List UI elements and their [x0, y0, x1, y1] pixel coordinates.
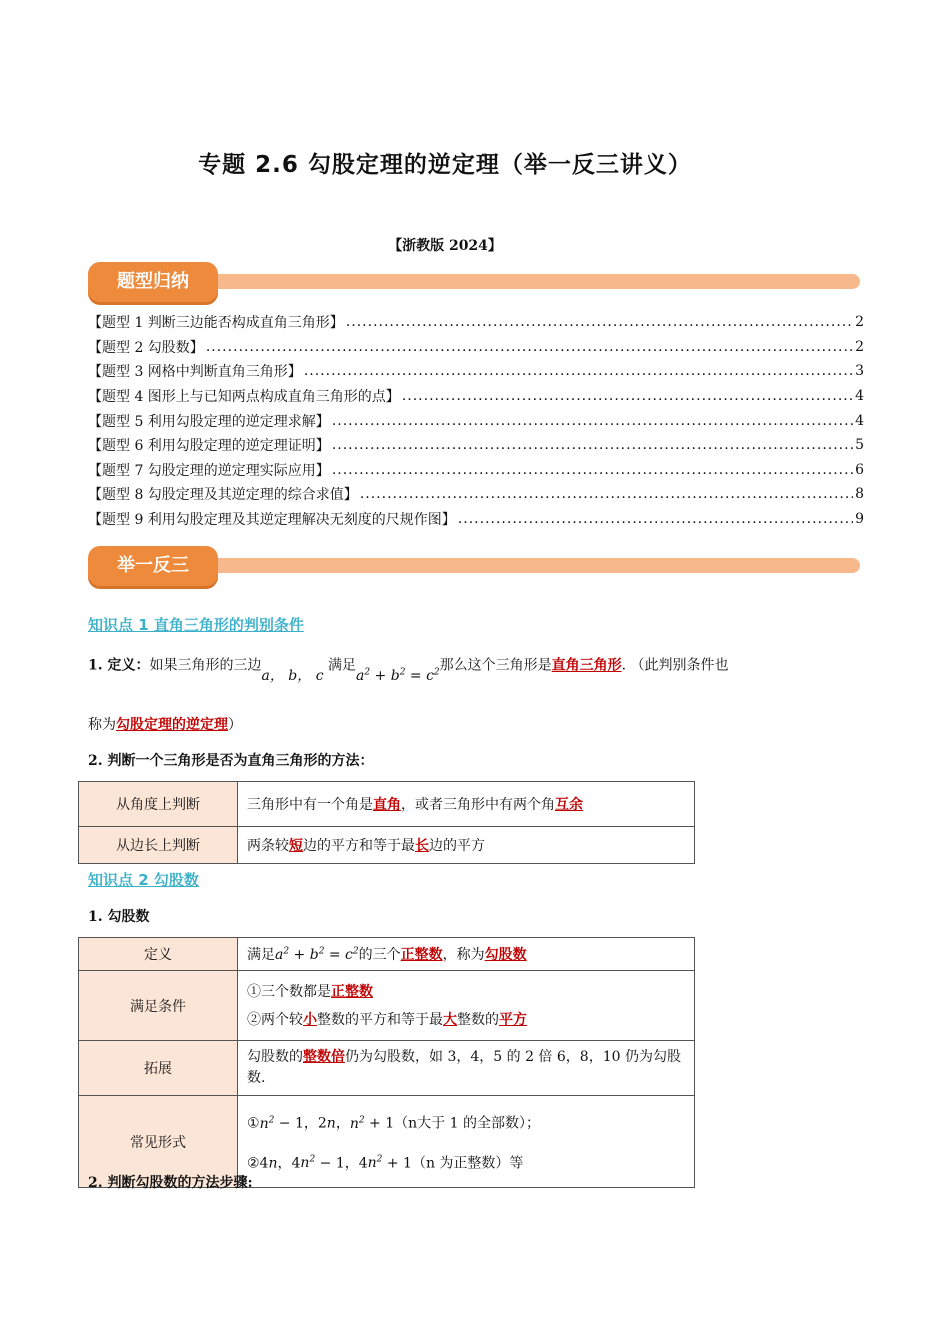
toc-item[interactable]: 【题型 1 判断三边能否构成直角三角形】 ..... 2 [88, 310, 864, 335]
table-row: 拓展 勾股数的整数倍仍为勾股数，如 3，4，5 的 2 倍 6，8，10 仍为勾股数. [79, 1041, 695, 1096]
toc-item[interactable]: 【题型 9 利用勾股定理及其逆定理解决无刻度的尺规作图】 ..... 9 [88, 507, 864, 532]
method-heading: 2. 判断一个三角形是否为直角三角形的方法： [88, 753, 374, 769]
toc-item[interactable]: 【题型 4 图形上与已知两点构成直角三角形的点】 ..... 4 [88, 384, 864, 409]
toc-item[interactable]: 【题型 2 勾股数】 ..... 2 [88, 335, 864, 360]
toc-item[interactable]: 【题型 6 利用勾股定理的逆定理证明】 ..... 5 [88, 433, 864, 458]
table-row: 满足条件 ①三个数都是正整数 ②两个较小整数的平方和等于最大整数的平方 [79, 971, 695, 1041]
knowledge-point-1-heading: 知识点 1 直角三角形的判别条件 [88, 616, 304, 634]
toc-item[interactable]: 【题型 7 勾股定理的逆定理实际应用】 ..... 6 [88, 458, 864, 483]
pythagorean-triple-table [78, 937, 695, 1188]
table-row: 常见形式 $①n^2 - 1$，2n，$n^2 + 1(n$大于 1 的全部数）； ②4n，$4n^2 - 1$，$4n^2 + 1(n$ 为正整数）等 [79, 1096, 695, 1188]
method-steps-heading: 2. 判断勾股数的方法步骤: [88, 1175, 253, 1191]
toc-item[interactable]: 【题型 8 勾股定理及其逆定理的综合求值】 ..... 8 [88, 482, 864, 507]
table-row: 从角度上判断 三角形中有一个角是直角，或者三角形中有两个角互余 [79, 782, 695, 827]
toc-item[interactable]: 【题型 3 网格中判断直角三角形】 ..... 3 [88, 359, 864, 384]
judgment-table [78, 781, 695, 864]
common-form-1: $①n^2 - 1$，2n，$n^2 + 1(n$大于 1 的全部数）； [247, 1115, 540, 1132]
pythagorean-formula: $a^2 + b^2 = c^2$ [356, 667, 440, 684]
definition-continuation: 称为勾股定理的逆定理） [88, 717, 242, 733]
knowledge-point-2-heading: 知识点 2 勾股数 [88, 871, 199, 889]
common-form-2: ②4n，$4n^2 - 1$，$4n^2 + 1(n$ 为正整数）等 [247, 1154, 524, 1172]
table-of-contents [88, 310, 864, 531]
edition-label: 【浙教版 2024】 [388, 238, 502, 254]
section-banner-examples [88, 546, 860, 588]
page-title: 专题 2.6 勾股定理的逆定理（举一反三讲义） [198, 152, 692, 178]
table-row: 定义 满足$a^2 + b^2 = c^2$的三个正整数，称为勾股数 [79, 938, 695, 971]
banner-bar [108, 558, 860, 573]
pythagorean-formula: $a^2 + b^2 = c^2$ [275, 946, 359, 963]
banner-pill: 举一反三 [88, 546, 218, 586]
toc-item[interactable]: 【题型 5 利用勾股定理的逆定理求解】 ..... 4 [88, 408, 864, 433]
banner-bar [108, 274, 860, 289]
definition-paragraph: 1. 定义：如果三角形的三边a， b， c 满足$a^2 + b^2 = c^2$那么这个三角形是直角三角形. （此判别条件也 [88, 657, 729, 684]
banner-pill: 题型归纳 [88, 262, 218, 302]
table-row: 从边长上判断 两条较短边的平方和等于最长边的平方 [79, 827, 695, 864]
pythagorean-triple-subheading: 1. 勾股数 [88, 909, 150, 925]
section-banner-types [88, 262, 860, 304]
